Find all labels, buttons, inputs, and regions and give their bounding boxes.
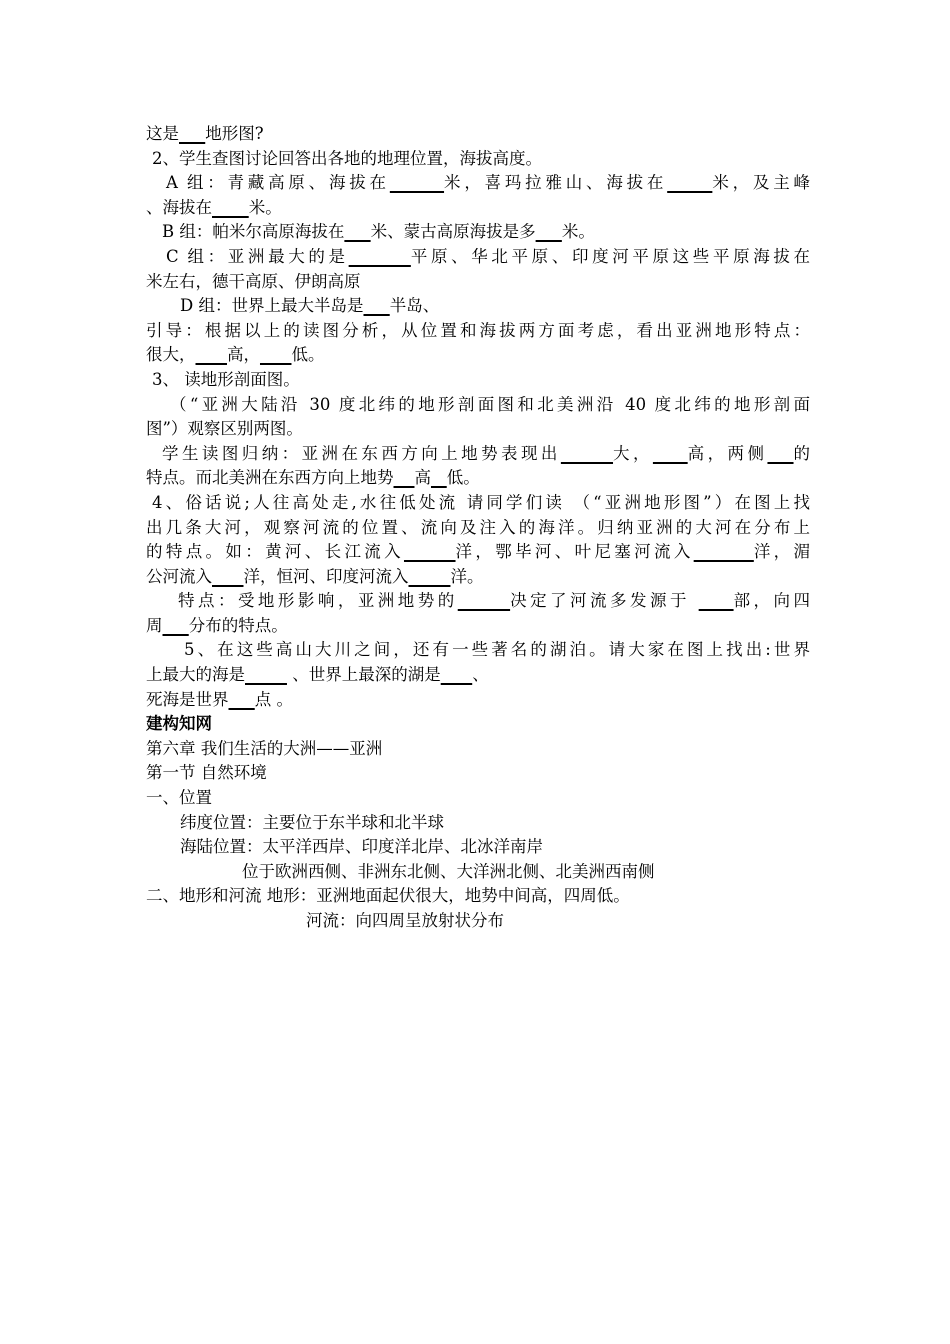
- fill-in-blank: [458, 591, 510, 610]
- group-a-line-2: 、海拔在 米。: [146, 197, 282, 217]
- fill-in-blank: [694, 542, 754, 561]
- fill-in-blank: [212, 198, 249, 217]
- question-5-line-1: 5、在这些高山大川之间，还有一些著名的湖泊。请大家在图上找出:世界: [184, 640, 810, 660]
- question-1-line: 这是 地形图?: [146, 124, 264, 143]
- fill-in-blank: [363, 296, 389, 315]
- fill-in-blank: [667, 173, 712, 192]
- section-title: 第一节 自然环境: [146, 763, 267, 783]
- river-summary: 河流：向四周呈放射状分布: [306, 911, 504, 930]
- group-b-line: B 组：帕米尔高原海拔在 米、蒙古高原海拔是多 米。: [162, 222, 595, 242]
- latitude-position: 纬度位置：主要位于东半球和北半球: [180, 812, 444, 832]
- group-c-line-2: 米左右，德干高原、伊朗高原: [146, 271, 361, 291]
- chapter-title: 第六章 我们生活的大洲——亚洲: [146, 738, 383, 758]
- fill-in-blank: [561, 444, 613, 463]
- fill-in-blank: [229, 690, 255, 709]
- feature-line-1: 特点：受地形影响，亚洲地势的 决定了河流多发源于 部，向四: [178, 591, 811, 611]
- fill-in-blank: [260, 345, 291, 364]
- fill-in-blank: [344, 222, 370, 241]
- question-4-line-4: 公河流入 洋，恒河、印度河流入 洋。: [146, 566, 484, 586]
- student-summary-line-2: 特点。而北美洲在东西方向上地势 高 低。: [146, 468, 480, 488]
- feature-line-2: 周 分布的特点。: [146, 615, 288, 635]
- fill-in-blank: [699, 591, 734, 610]
- question-4-line-2: 出几条大河，观察河流的位置、流向及注入的海洋。归纳亚洲的大河在分布上: [146, 517, 810, 537]
- question-5-line-2: 上最大的海是 、世界上最深的湖是 、: [146, 665, 489, 685]
- guide-line-1: 引导：根据以上的读图分析，从位置和海拔两方面考虑，看出亚洲地形特点：: [146, 320, 810, 340]
- profile-line-2: 图”）观察区别两图。: [146, 419, 303, 439]
- fill-in-blank: [394, 468, 415, 487]
- part-2-title: 二、地形和河流 地形：亚洲地面起伏很大，地势中间高，四周低。: [146, 886, 630, 906]
- student-summary-line-1: 学生读图归纳：亚洲在东西方向上地势表现出 大， 高，两侧 的: [162, 443, 811, 463]
- question-4-line-3: 的特点。如：黄河、长江流入 洋，鄂毕河、叶尼塞河流入 洋，湄: [146, 542, 811, 562]
- question-3-title: 3、 读地形剖面图。: [152, 369, 300, 389]
- fill-in-blank: [441, 665, 472, 684]
- document-page: [146, 122, 810, 934]
- fill-in-blank: [196, 345, 227, 364]
- sea-land-position: 海陆位置：太平洋西岸、印度洋北岸、北冰洋南岸: [180, 837, 543, 857]
- profile-line-1: （“亚洲大陆沿 30 度北纬的地形剖面图和北美洲沿 40 度北纬的地形剖面: [170, 394, 810, 414]
- question-5-line-3: 死海是世界 点 。: [146, 689, 293, 709]
- question-4-line-1: 4、俗话说;人往高处走,水往低处流 请同学们读 （“亚洲地形图”）在图上找: [152, 492, 810, 512]
- fill-in-blank: [245, 665, 287, 684]
- part-1-title: 一、位置: [146, 788, 212, 808]
- fill-in-blank: [163, 616, 189, 635]
- group-d-line: D 组：世界上最大半岛是 半岛、: [180, 296, 440, 316]
- fill-in-blank: [653, 444, 688, 463]
- fill-in-blank: [349, 247, 411, 266]
- fill-in-blank: [404, 542, 456, 561]
- relative-position: 位于欧洲西侧、非洲东北侧、大洋洲北侧、北美洲西南侧: [242, 861, 655, 881]
- summary-heading: 建构知网: [146, 714, 212, 734]
- guide-line-2: 很大， 高， 低。: [146, 345, 325, 365]
- fill-in-blank: [179, 124, 205, 143]
- fill-in-blank: [212, 567, 243, 586]
- fill-in-blank: [431, 468, 447, 487]
- question-2-title: 2、学生查图讨论回答出各地的地理位置，海拔高度。: [152, 148, 542, 168]
- group-c-line-1: C 组：亚洲最大的是 平原、华北平原、印度河平原这些平原海拔在: [166, 246, 811, 266]
- group-a-line-1: A 组：青藏高原、海拔在 米，喜玛拉雅山、海拔在 米，及主峰: [166, 173, 811, 193]
- fill-in-blank: [408, 567, 450, 586]
- fill-in-blank: [767, 444, 793, 463]
- fill-in-blank: [390, 173, 444, 192]
- fill-in-blank: [536, 222, 562, 241]
